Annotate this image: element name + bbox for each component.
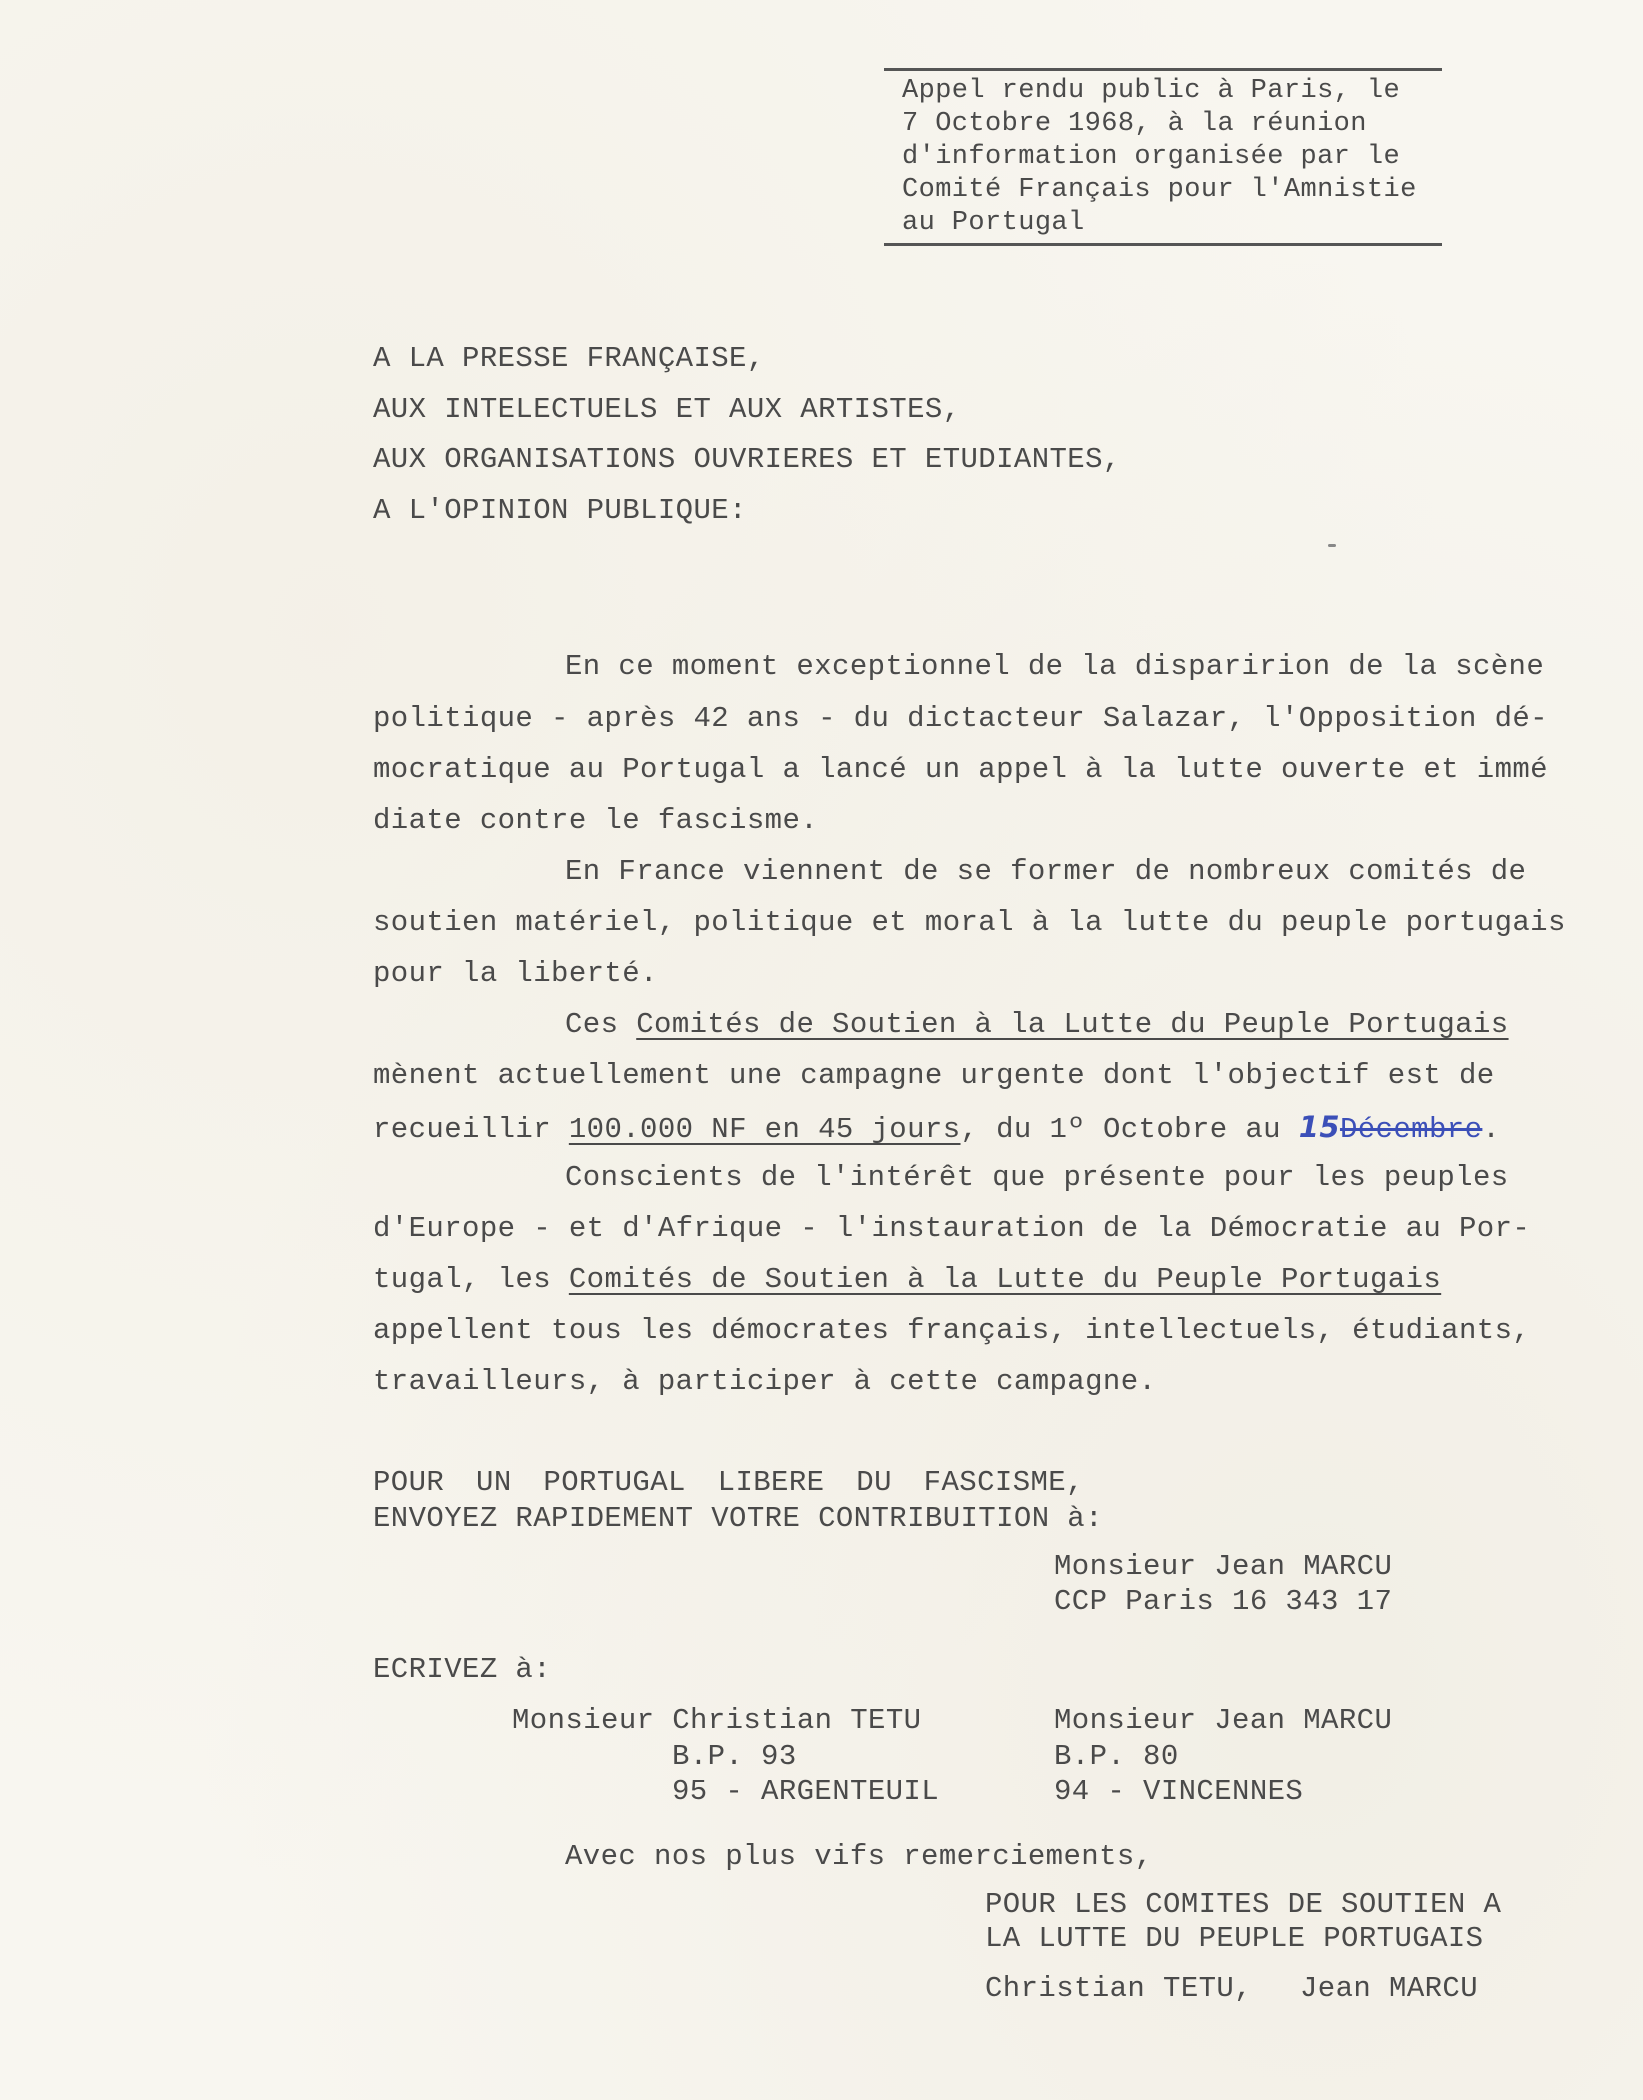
addressee-line: AUX ORGANISATIONS OUVRIERES ET ETUDIANTES, [373, 443, 1121, 476]
body-line: travailleurs, à participer à cette campagne. [373, 1365, 1157, 1398]
body-line: soutien matériel, politique et moral à la lutte du peuple portugais [373, 906, 1566, 939]
underlined-goal: 100.000 NF en 45 jours [568, 1113, 961, 1146]
struck-text: Décembre [1339, 1113, 1483, 1146]
address-left-line: Monsieur Christian TETU [512, 1704, 922, 1737]
body-line: mocratique au Portugal a lancé un appel à la lutte ouverte et immé [373, 753, 1548, 786]
call-line: POUR UN PORTUGAL LIBERE DU FASCISME, [373, 1466, 1084, 1499]
text-segment: , du 1º Octobre au [960, 1113, 1299, 1146]
header-note-line: 7 Octobre 1968, à la réunion [902, 109, 1367, 139]
body-line: politique - après 42 ans - du dictacteur Salazar, l'Opposition dé- [373, 702, 1548, 735]
address-left-line: B.P. 93 [672, 1740, 797, 1773]
address-right-line: B.P. 80 [1054, 1740, 1179, 1773]
body-line: Conscients de l'intérêt que présente pour les peuples [565, 1161, 1509, 1194]
signer-name: Jean MARCU [1300, 1972, 1479, 2005]
underlined-committee-name: Comités de Soutien à la Lutte du Peuple Portugais [636, 1008, 1509, 1041]
body-line: En France viennent de se former de nombreux comités de [565, 855, 1527, 888]
call-line: ENVOYEZ RAPIDEMENT VOTRE CONTRIBUITION à: [373, 1502, 1103, 1535]
body-line: diate contre le fascisme. [373, 804, 819, 837]
body-line [565, 1008, 1509, 1042]
header-note-line: d'information organisée par le [902, 142, 1401, 172]
header-note [884, 68, 1442, 246]
body-line: pour la liberté. [373, 957, 658, 990]
signer-name: Christian TETU, [985, 1972, 1253, 2005]
body-line: appellent tous les démocrates français, intellectuels, étudiants, [373, 1314, 1531, 1347]
addressee-line: A LA PRESSE FRANÇAISE, [373, 342, 765, 375]
underlined-committee-name: Comités de Soutien à la Lutte du Peuple Portugais [568, 1263, 1442, 1296]
ink-smudge [1328, 544, 1336, 547]
body-line: d'Europe - et d'Afrique - l'instauration de la Démocratie au Por- [373, 1212, 1531, 1245]
text-segment: . [1482, 1113, 1501, 1146]
closing-thanks: Avec nos plus vifs remerciements, [565, 1840, 1153, 1873]
text-segment: tugal, les [373, 1263, 569, 1296]
recipient-name: Monsieur Jean MARCU [1054, 1550, 1393, 1583]
body-line [373, 1110, 1500, 1147]
addressee-line: A L'OPINION PUBLIQUE: [373, 494, 747, 527]
address-right-line: Monsieur Jean MARCU [1054, 1704, 1393, 1737]
recipient-ccp: CCP Paris 16 343 17 [1054, 1585, 1393, 1618]
body-line: En ce moment exceptionnel de la disparirion de la scène [565, 650, 1545, 683]
write-to-label: ECRIVEZ à: [373, 1653, 552, 1686]
header-note-line: au Portugal [902, 208, 1085, 238]
header-note-line: Appel rendu public à Paris, le [902, 76, 1401, 106]
address-right-line: 94 - VINCENNES [1054, 1775, 1304, 1808]
closing-org-line: LA LUTTE DU PEUPLE PORTUGAIS [985, 1922, 1484, 1955]
body-line: mènent actuellement une campagne urgente dont l'objectif est de [373, 1059, 1495, 1092]
addressee-line: AUX INTELECTUELS ET AUX ARTISTES, [373, 393, 961, 426]
address-left-line: 95 - ARGENTEUIL [672, 1775, 940, 1808]
body-line [373, 1263, 1441, 1297]
text-segment: Ces [565, 1008, 637, 1041]
closing-org-line: POUR LES COMITES DE SOUTIEN A [985, 1888, 1502, 1921]
text-segment: recueillir [373, 1113, 569, 1146]
handwritten-correction: 15 [1298, 1110, 1340, 1144]
header-note-line: Comité Français pour l'Amnistie [902, 175, 1417, 205]
